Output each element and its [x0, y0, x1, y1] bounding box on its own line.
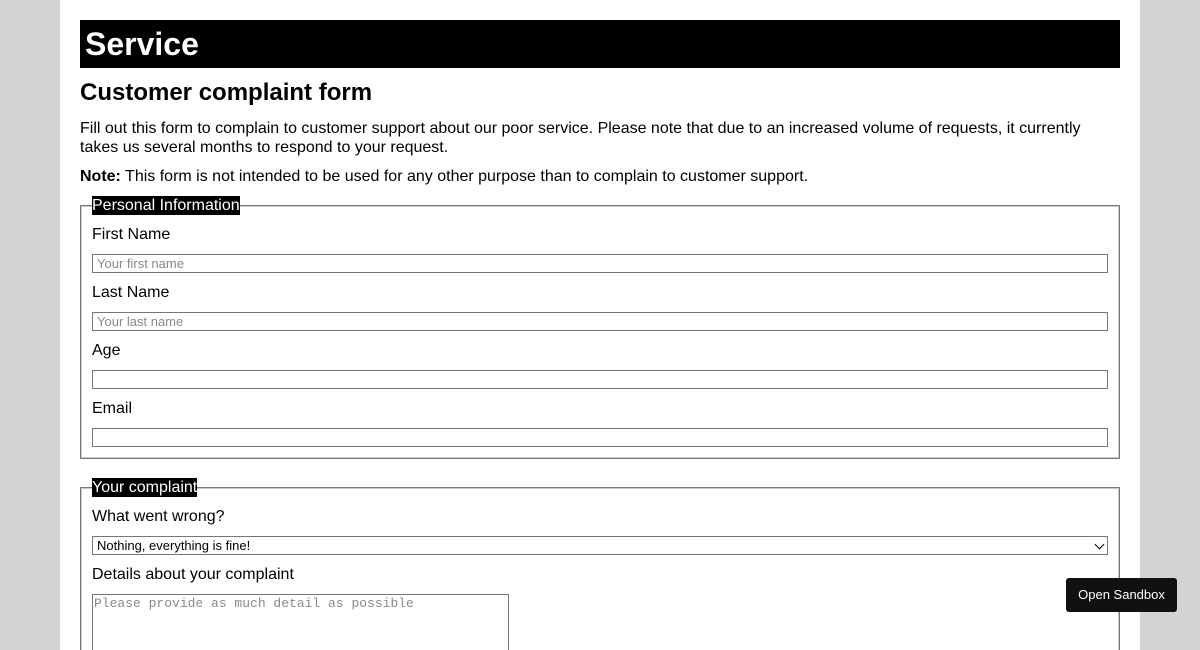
personal-information-legend: Personal Information — [92, 197, 240, 214]
open-sandbox-button[interactable]: Open Sandbox — [1066, 578, 1177, 612]
first-name-input[interactable] — [92, 254, 1108, 273]
complaint-fieldset — [80, 478, 1120, 650]
page-container — [60, 0, 1140, 650]
age-label: Age — [92, 342, 121, 359]
last-name-label: Last Name — [92, 284, 170, 301]
details-label: Details about your complaint — [92, 566, 294, 583]
email-label: Email — [92, 400, 133, 417]
personal-information-fieldset — [80, 196, 1120, 459]
email-input[interactable] — [92, 428, 1108, 447]
page-header-banner: Service — [80, 20, 1120, 68]
what-went-wrong-select[interactable] — [92, 536, 1108, 555]
details-textarea[interactable] — [92, 594, 509, 650]
note-text — [80, 167, 1120, 186]
last-name-input[interactable] — [92, 312, 1108, 331]
note-body: This form is not intended to be used for any other purpose than to complain to customer support. — [120, 168, 809, 185]
intro-text: Fill out this form to complain to customer support about our poor service. Please note that due to an increased volume of requests, it currently takes us several months to respond to your request. — [80, 120, 1081, 156]
note-label: Note: — [80, 168, 121, 185]
complaint-legend: Your complaint — [92, 479, 198, 496]
what-went-wrong-label: What went wrong? — [92, 508, 225, 525]
chevron-down-icon — [1095, 540, 1105, 550]
age-input[interactable] — [92, 370, 1108, 389]
form-title: Customer complaint form — [80, 79, 373, 106]
first-name-label: First Name — [92, 226, 171, 243]
what-went-wrong-selected-value: Nothing, everything is fine! — [97, 538, 251, 553]
